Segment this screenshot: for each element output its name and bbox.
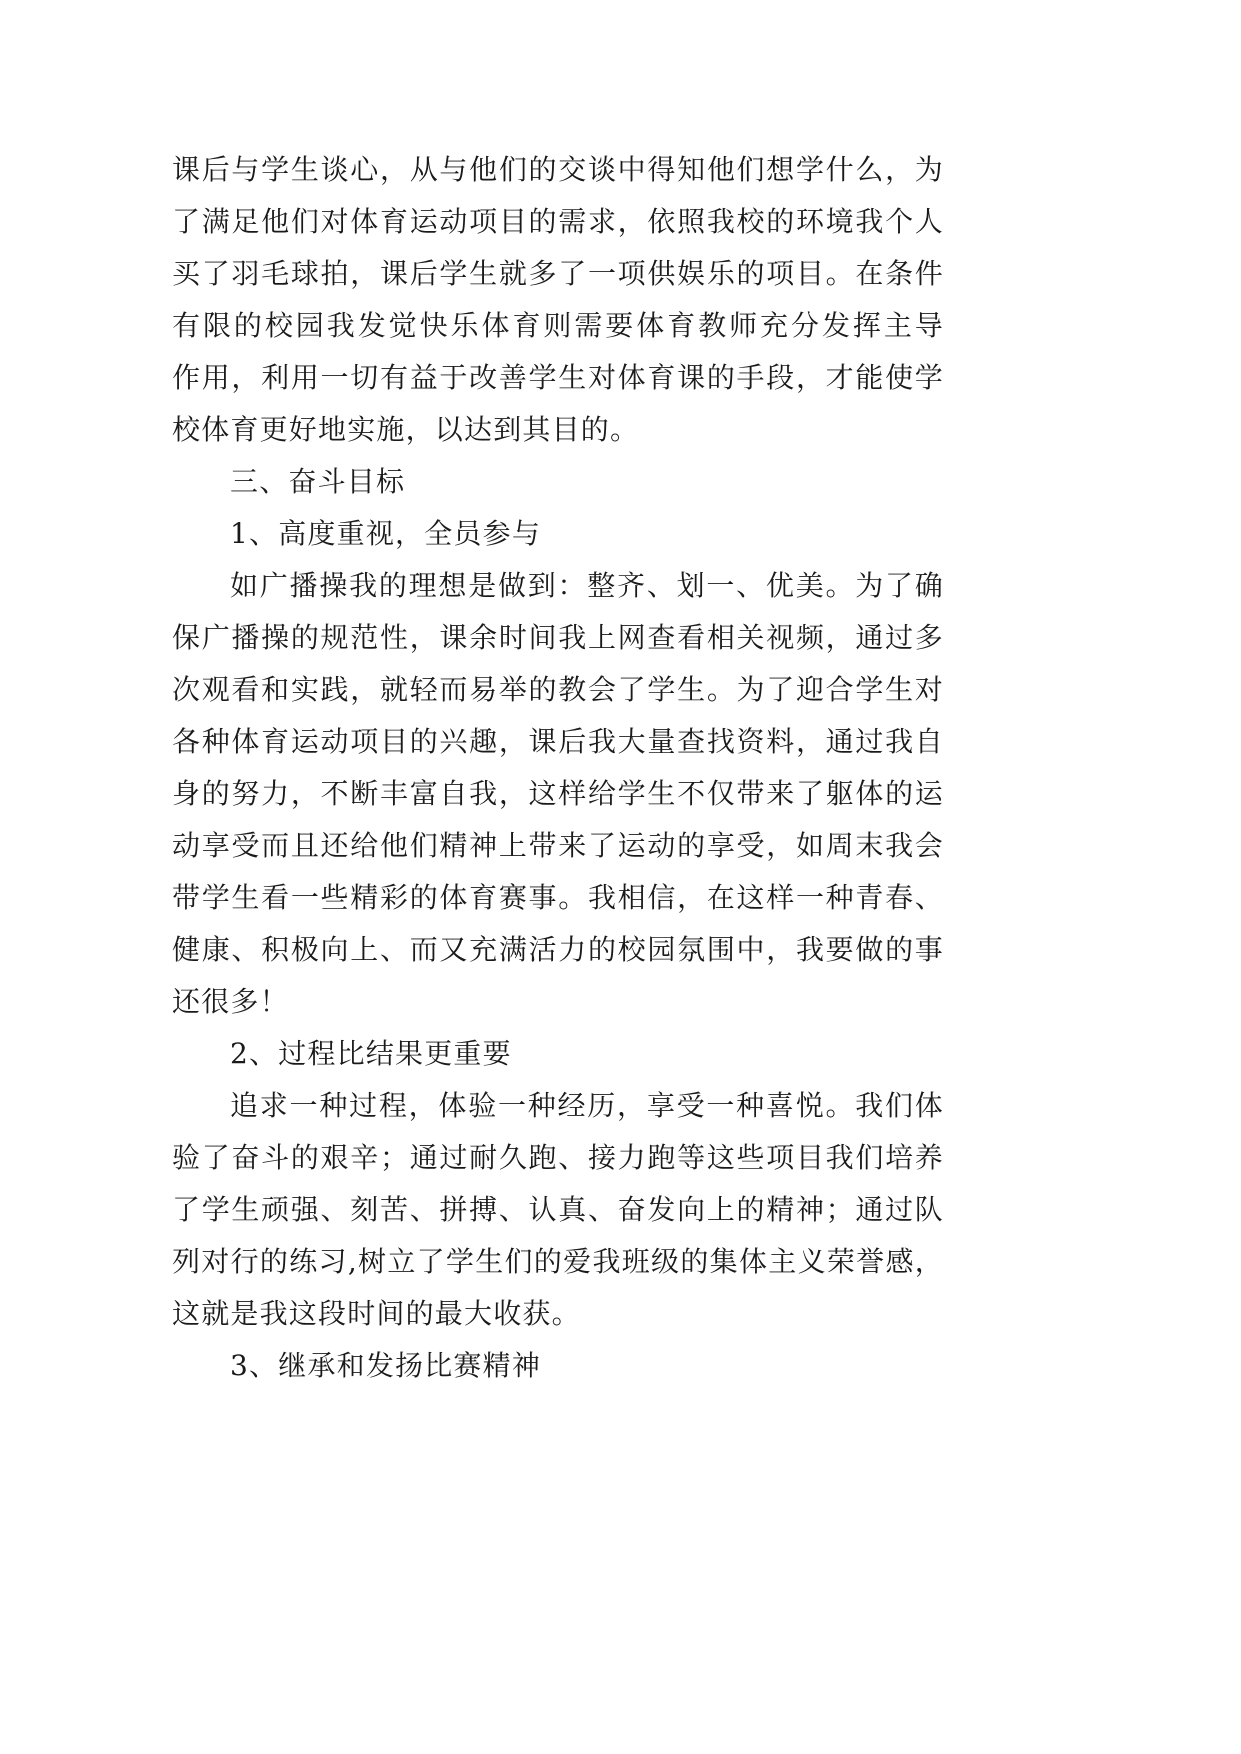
section-heading: 三、奋斗目标 [230, 465, 406, 498]
paragraph-line: 带学生看一些精彩的体育赛事。我相信，在这样一种青春、 [172, 881, 944, 914]
paragraph-line: 作用，利用一切有益于改善学生对体育课的手段，才能使学 [172, 361, 944, 394]
paragraph-line: 验了奋斗的艰辛；通过耐久跑、接力跑等这些项目我们培养 [172, 1141, 944, 1174]
subsection-heading: 1、高度重视，全员参与 [230, 517, 542, 550]
paragraph-line: 追求一种过程，体验一种经历，享受一种喜悦。我们体 [230, 1089, 944, 1122]
paragraph-line: 课后与学生谈心，从与他们的交谈中得知他们想学什么，为 [172, 153, 944, 186]
paragraph-line: 买了羽毛球拍，课后学生就多了一项供娱乐的项目。在条件 [172, 257, 944, 290]
subsection-heading: 2、过程比结果更重要 [230, 1037, 512, 1070]
paragraph-line: 保广播操的规范性，课余时间我上网查看相关视频，通过多 [172, 621, 944, 654]
paragraph-line: 这就是我这段时间的最大收获。 [172, 1297, 581, 1330]
paragraph-line: 了满足他们对体育运动项目的需求，依照我校的环境我个人 [172, 205, 944, 238]
paragraph-line: 各种体育运动项目的兴趣，课后我大量查找资料，通过我自 [172, 725, 944, 758]
paragraph-line: 校体育更好地实施，以达到其目的。 [172, 413, 640, 446]
paragraph-line: 列对行的练习,树立了学生们的爱我班级的集体主义荣誉感， [172, 1245, 944, 1278]
paragraph-line: 还很多！ [172, 985, 289, 1018]
paragraph-line: 有限的校园我发觉快乐体育则需要体育教师充分发挥主导 [172, 309, 944, 342]
subsection-heading: 3、继承和发扬比赛精神 [230, 1349, 542, 1382]
paragraph-line: 了学生顽强、刻苦、拼搏、认真、奋发向上的精神；通过队 [172, 1193, 944, 1226]
paragraph-line: 次观看和实践，就轻而易举的教会了学生。为了迎合学生对 [172, 673, 944, 706]
paragraph-line: 身的努力，不断丰富自我，这样给学生不仅带来了躯体的运 [172, 777, 944, 810]
paragraph-line: 动享受而且还给他们精神上带来了运动的享受，如周末我会 [172, 829, 944, 862]
body-text [172, 144, 944, 1392]
paragraph-line: 如广播操我的理想是做到：整齐、划一、优美。为了确 [230, 569, 944, 602]
paragraph-line: 健康、积极向上、而又充满活力的校园氛围中，我要做的事 [172, 933, 944, 966]
